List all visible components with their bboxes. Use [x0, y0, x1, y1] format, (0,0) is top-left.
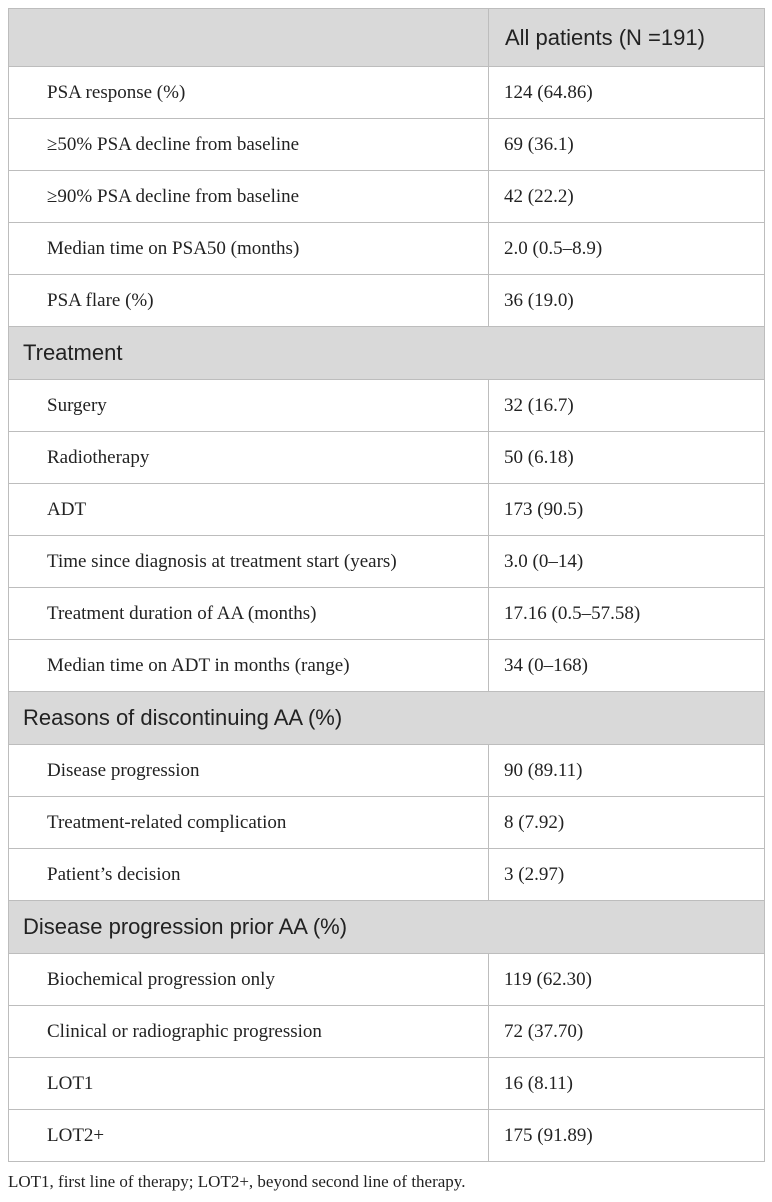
- table-body: [9, 67, 765, 1162]
- table-row: [9, 484, 765, 536]
- table-row: [9, 67, 765, 119]
- table-row: [9, 171, 765, 223]
- row-value: 124 (64.86): [489, 67, 765, 119]
- row-label: Radiotherapy: [9, 432, 489, 484]
- row-label: Median time on ADT in months (range): [9, 640, 489, 692]
- section-title: Treatment: [9, 327, 765, 380]
- row-label: Surgery: [9, 380, 489, 432]
- table-row: [9, 1058, 765, 1110]
- row-value: 42 (22.2): [489, 171, 765, 223]
- row-value: 90 (89.11): [489, 745, 765, 797]
- row-value: 2.0 (0.5–8.9): [489, 223, 765, 275]
- table-row: [9, 119, 765, 171]
- row-label: LOT1: [9, 1058, 489, 1110]
- table-row: [9, 797, 765, 849]
- header-all-patients: All patients (N =191): [489, 9, 765, 67]
- row-value: 16 (8.11): [489, 1058, 765, 1110]
- table-row: [9, 1110, 765, 1162]
- row-value: 69 (36.1): [489, 119, 765, 171]
- row-label: Clinical or radiographic progression: [9, 1006, 489, 1058]
- table-row: [9, 849, 765, 901]
- section-header-row: [9, 327, 765, 380]
- row-label: Time since diagnosis at treatment start (years): [9, 536, 489, 588]
- row-label: Patient’s decision: [9, 849, 489, 901]
- row-value: 8 (7.92): [489, 797, 765, 849]
- row-label: ≥90% PSA decline from baseline: [9, 171, 489, 223]
- table-row: [9, 745, 765, 797]
- row-label: PSA response (%): [9, 67, 489, 119]
- table-row: [9, 640, 765, 692]
- section-header-row: [9, 692, 765, 745]
- row-value: 173 (90.5): [489, 484, 765, 536]
- row-value: 34 (0–168): [489, 640, 765, 692]
- row-label: Biochemical progression only: [9, 954, 489, 1006]
- section-header-row: [9, 901, 765, 954]
- row-value: 32 (16.7): [489, 380, 765, 432]
- row-value: 17.16 (0.5–57.58): [489, 588, 765, 640]
- table-row: [9, 536, 765, 588]
- table-row: [9, 1006, 765, 1058]
- table-row: [9, 275, 765, 327]
- row-value: 36 (19.0): [489, 275, 765, 327]
- row-label: Disease progression: [9, 745, 489, 797]
- header-empty-cell: [9, 9, 489, 67]
- row-label: Treatment-related complication: [9, 797, 489, 849]
- row-label: ≥50% PSA decline from baseline: [9, 119, 489, 171]
- results-table: [8, 8, 765, 1162]
- section-title: Disease progression prior AA (%): [9, 901, 765, 954]
- row-value: 72 (37.70): [489, 1006, 765, 1058]
- row-label: Median time on PSA50 (months): [9, 223, 489, 275]
- table-row: [9, 432, 765, 484]
- row-label: ADT: [9, 484, 489, 536]
- table-row: [9, 588, 765, 640]
- row-value: 175 (91.89): [489, 1110, 765, 1162]
- table-footnote: LOT1, first line of therapy; LOT2+, beyond second line of therapy.: [8, 1172, 466, 1191]
- row-value: 119 (62.30): [489, 954, 765, 1006]
- table-row: [9, 380, 765, 432]
- table-header-row: [9, 9, 765, 67]
- row-label: PSA flare (%): [9, 275, 489, 327]
- row-value: 3.0 (0–14): [489, 536, 765, 588]
- table-row: [9, 223, 765, 275]
- table-row: [9, 954, 765, 1006]
- section-title: Reasons of discontinuing AA (%): [9, 692, 765, 745]
- row-value: 3 (2.97): [489, 849, 765, 901]
- row-label: LOT2+: [9, 1110, 489, 1162]
- row-label: Treatment duration of AA (months): [9, 588, 489, 640]
- row-value: 50 (6.18): [489, 432, 765, 484]
